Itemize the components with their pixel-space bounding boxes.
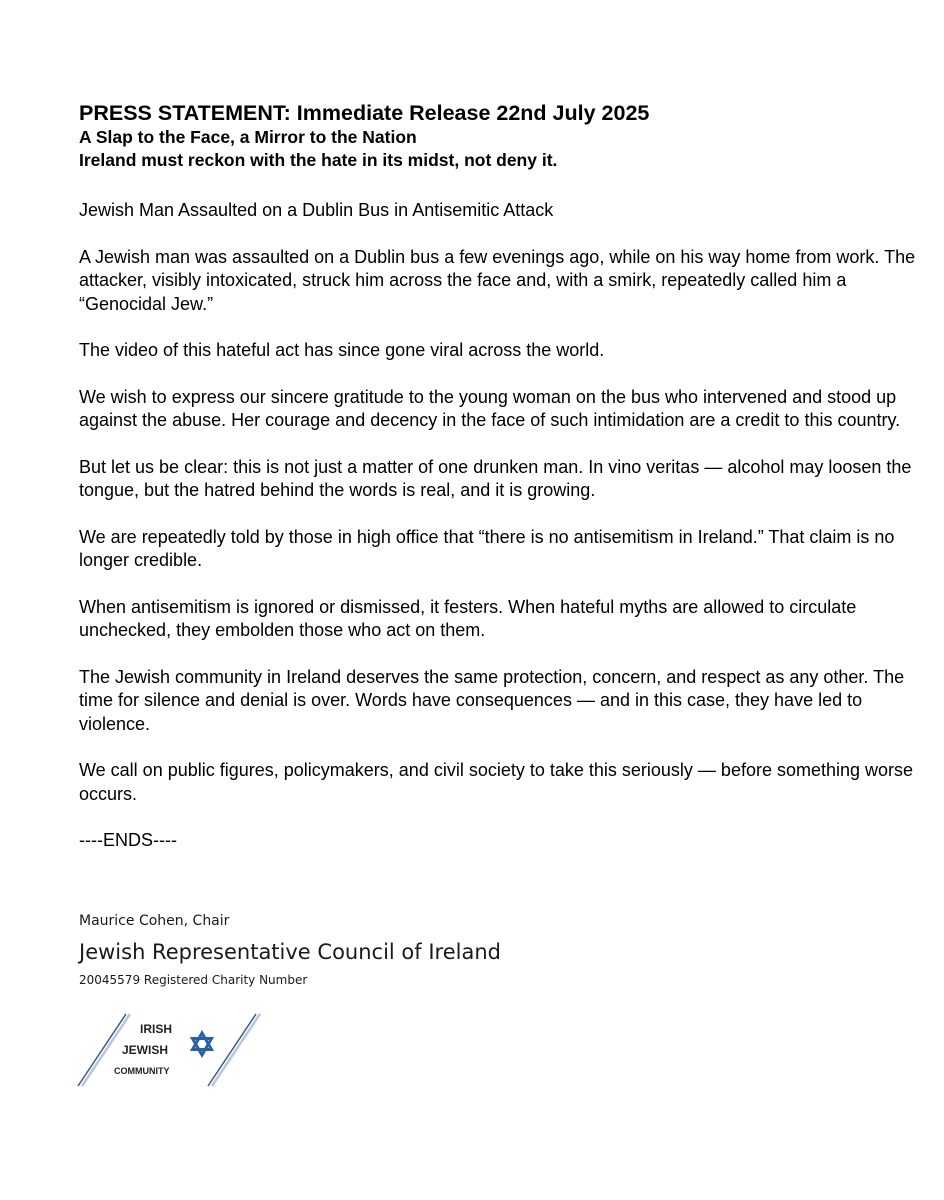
paragraph-headline: Jewish Man Assaulted on a Dublin Bus in Antisemitic Attack xyxy=(79,200,554,220)
paragraph-call: We call on public figures, policymakers, and civil society to take this seriously — before something worse occurs. xyxy=(79,760,914,804)
paragraph-community: The Jewish community in Ireland deserves the same protection, concern, and respect as any other. The time for silence and denial is over. Words have consequences — and in this case, they have led to violence. xyxy=(79,666,905,734)
logo-text-community: COMMUNITY xyxy=(114,1066,170,1076)
paragraph-high-office: We are repeatedly told by those in high office that “there is no antisemitism in Ireland.” That claim is no longer credible. xyxy=(79,526,895,570)
organization-name: Jewish Representative Council of Ireland xyxy=(79,940,501,964)
press-statement-document xyxy=(79,100,929,853)
document-subtitle-2: Ireland must reckon with the hate in its midst, not deny it. xyxy=(79,150,558,170)
paragraph-assault: A Jewish man was assaulted on a Dublin bus a few evenings ago, while on his way home from work. The attacker, visibly intoxicated, struck him across the face and, with a smirk, repeatedly called him a “Genocidal Jew.” xyxy=(79,246,916,314)
paragraph-festers: When antisemitism is ignored or dismissed, it festers. When hateful myths are allowed to circulate unchecked, they embolden those who act on them. xyxy=(79,596,857,640)
irish-jewish-community-logo xyxy=(74,1010,264,1090)
ends-marker: ----ENDS---- xyxy=(79,830,177,850)
logo-text-jewish: JEWISH xyxy=(122,1043,169,1057)
signatory-name: Maurice Cohen, Chair xyxy=(79,913,230,929)
paragraph-clarity: But let us be clear: this is not just a matter of one drunken man. In vino veritas — alcohol may loosen the tongue, but the hatred behind the words is real, and it is growing. xyxy=(79,456,912,500)
logo-stripe-right-shadow xyxy=(212,1014,260,1086)
charity-number: 20045579 Registered Charity Number xyxy=(79,973,308,987)
document-subtitle-1: A Slap to the Face, a Mirror to the Nation xyxy=(79,127,417,147)
paragraph-video: The video of this hateful act has since gone viral across the world. xyxy=(79,340,605,360)
paragraph-gratitude: We wish to express our sincere gratitude to the young woman on the bus who intervened and stood up against the abuse. Her courage and decency in the face of such intimidation are a credit to this country. xyxy=(79,386,901,430)
logo-text-irish: IRISH xyxy=(140,1022,173,1036)
star-of-david-icon xyxy=(193,1033,212,1055)
logo-stripe-right xyxy=(208,1014,256,1086)
document-title: PRESS STATEMENT: Immediate Release 22nd July 2025 xyxy=(79,101,650,125)
